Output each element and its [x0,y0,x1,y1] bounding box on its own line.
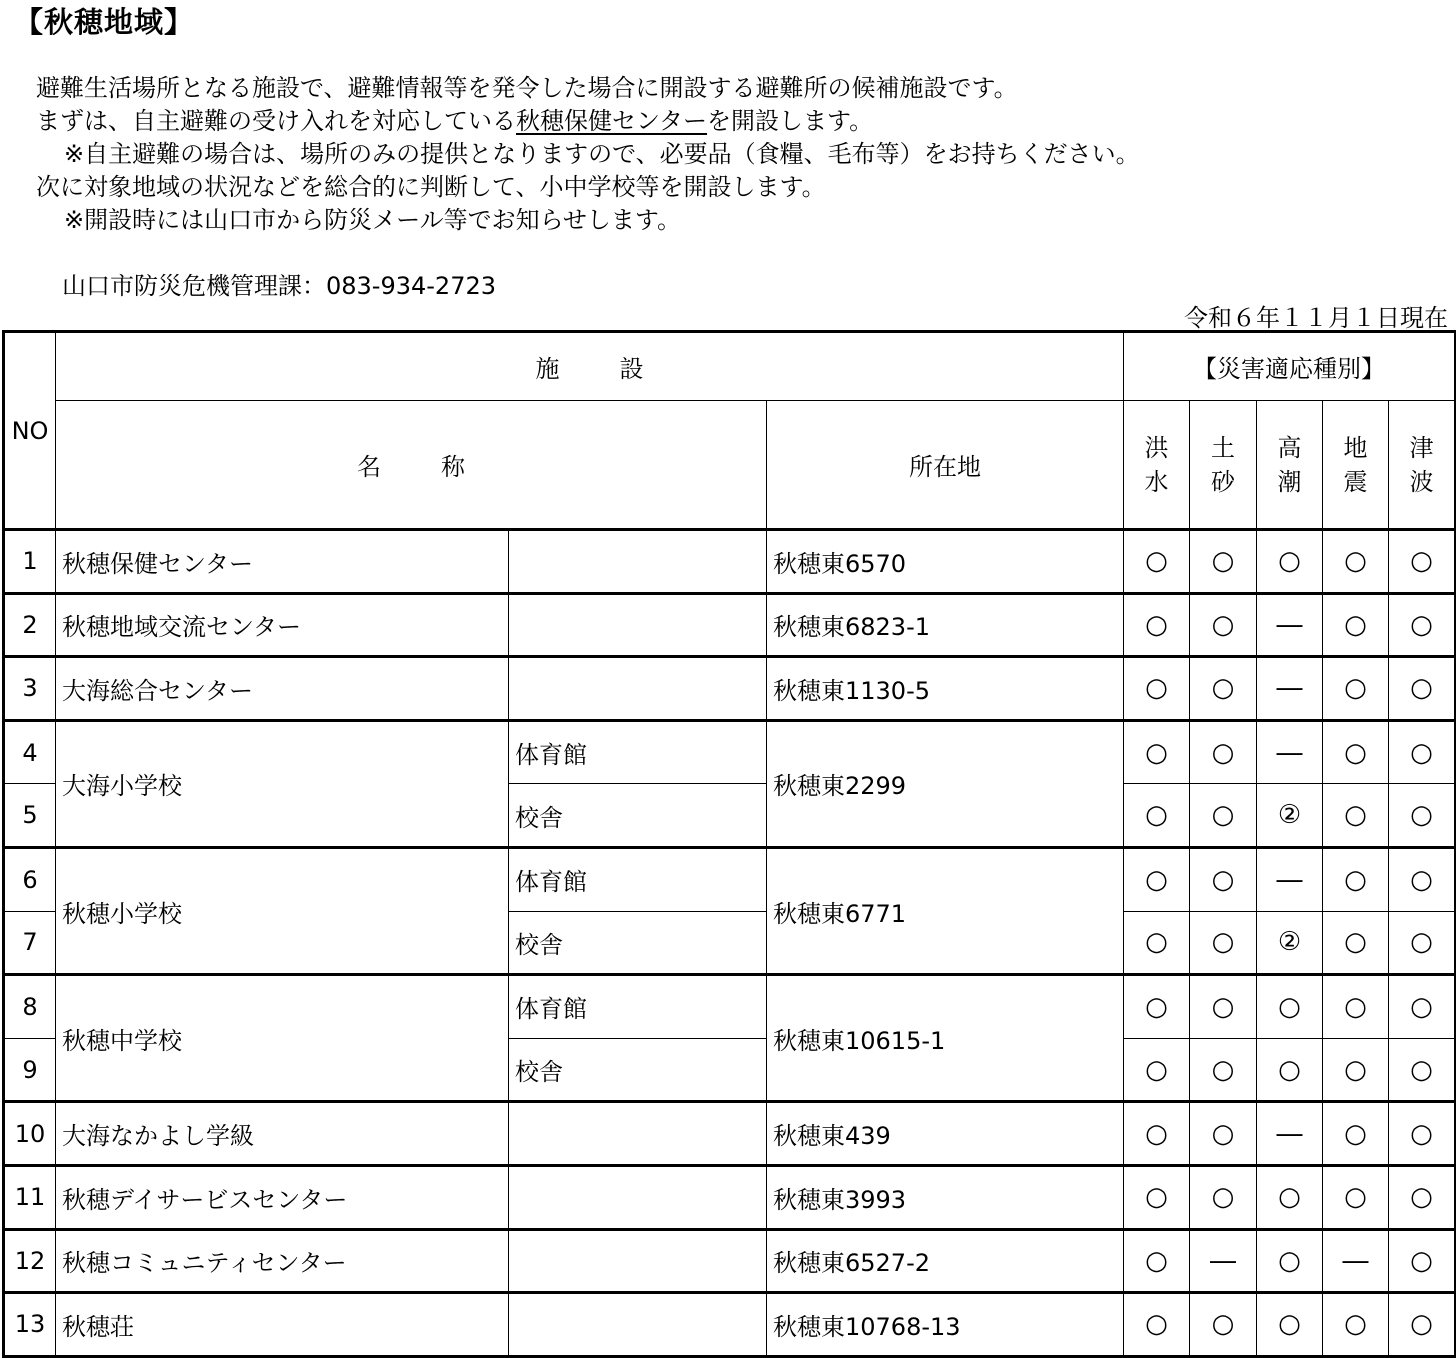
mark-earthquake: ○ [1323,1293,1389,1357]
header-name: 名称 [56,401,767,530]
row-name: 大海小学校 [56,720,509,847]
row-sub: 体育館 [509,975,767,1039]
row-sub [509,657,767,721]
intro-line-2-pre: まずは、自主避難の受け入れを対応している [36,107,516,135]
mark-storm-surge: ― [1257,657,1323,721]
mark-storm-surge: ― [1257,1102,1323,1166]
header-disaster: 【災害適応種別】 [1124,332,1456,401]
row-no: 11 [4,1165,56,1229]
mark-earthquake: ○ [1323,1165,1389,1229]
row-sub: 校舎 [509,1038,767,1102]
row-name: 秋穂小学校 [56,847,509,974]
mark-landslide: ○ [1190,975,1257,1039]
row-address: 秋穂東439 [767,1102,1124,1166]
mark-earthquake: ○ [1323,593,1389,657]
intro-line-3: ※自主避難の場合は、場所のみの提供となりますので、必要品（食糧、毛布等）をお持ちください。 [64,140,1140,168]
row-address: 秋穂東10615-1 [767,975,1124,1102]
row-sub: 校舎 [509,784,767,848]
mark-landslide: ○ [1190,720,1257,784]
row-sub: 体育館 [509,720,767,784]
row-no: 1 [4,530,56,594]
mark-tsunami: ○ [1389,657,1456,721]
mark-flood: ○ [1124,1165,1190,1229]
mark-earthquake: ○ [1323,975,1389,1039]
row-name: 秋穂デイサービスセンター [56,1165,509,1229]
mark-flood: ○ [1124,720,1190,784]
row-address: 秋穂東3993 [767,1165,1124,1229]
mark-storm-surge: ○ [1257,1293,1323,1357]
header-storm-surge: 高 潮 [1257,401,1323,530]
mark-landslide: ○ [1190,847,1257,911]
row-address: 秋穂東2299 [767,720,1124,847]
row-sub [509,530,767,594]
row-name: 秋穂地域交流センター [56,593,509,657]
row-sub [509,1293,767,1357]
mark-tsunami: ○ [1389,530,1456,594]
mark-tsunami: ○ [1389,975,1456,1039]
mark-storm-surge: ○ [1257,1165,1323,1229]
mark-tsunami: ○ [1389,847,1456,911]
row-no: 5 [4,784,56,848]
row-sub [509,1165,767,1229]
mark-flood: ○ [1124,1038,1190,1102]
page-title: 【秋穂地域】 [14,5,195,39]
mark-flood: ○ [1124,847,1190,911]
mark-earthquake: ○ [1323,911,1389,975]
mark-earthquake: ○ [1323,720,1389,784]
mark-storm-surge: ○ [1257,1229,1323,1293]
row-name: 大海総合センター [56,657,509,721]
mark-flood: ○ [1124,975,1190,1039]
mark-tsunami: ○ [1389,1102,1456,1166]
row-address: 秋穂東1130-5 [767,657,1124,721]
row-no: 2 [4,593,56,657]
row-no: 12 [4,1229,56,1293]
mark-earthquake: ○ [1323,847,1389,911]
row-sub: 校舎 [509,911,767,975]
row-sub [509,1229,767,1293]
mark-landslide: ○ [1190,1293,1257,1357]
row-no: 13 [4,1293,56,1357]
mark-flood: ○ [1124,530,1190,594]
mark-earthquake: ○ [1323,1102,1389,1166]
contact-info: 山口市防災危機管理課：083-934-2723 [62,272,497,300]
mark-flood: ○ [1124,1102,1190,1166]
mark-tsunami: ○ [1389,911,1456,975]
table-row [4,1229,1456,1293]
mark-landslide: ○ [1190,1038,1257,1102]
row-no: 9 [4,1038,56,1102]
row-address: 秋穂東6570 [767,530,1124,594]
mark-earthquake: ○ [1323,657,1389,721]
row-no: 10 [4,1102,56,1166]
mark-flood: ○ [1124,911,1190,975]
row-sub [509,1102,767,1166]
intro-text [36,72,1140,237]
row-sub [509,593,767,657]
mark-landslide: ― [1190,1229,1257,1293]
mark-flood: ○ [1124,657,1190,721]
mark-flood: ○ [1124,784,1190,848]
mark-earthquake: ― [1323,1229,1389,1293]
mark-landslide: ○ [1190,593,1257,657]
table-row [4,847,1456,911]
row-no: 3 [4,657,56,721]
mark-storm-surge: ― [1257,847,1323,911]
health-center-link: 秋穂保健センター [516,107,708,135]
header-facility: 施設 [56,332,1124,401]
mark-storm-surge: ○ [1257,530,1323,594]
mark-landslide: ○ [1190,530,1257,594]
intro-line-2-post: を開設します。 [707,107,874,135]
mark-storm-surge: ○ [1257,975,1323,1039]
mark-landslide: ○ [1190,911,1257,975]
mark-tsunami: ○ [1389,1165,1456,1229]
mark-landslide: ○ [1190,657,1257,721]
header-flood: 洪 水 [1124,401,1190,530]
table-row [4,1293,1456,1357]
mark-landslide: ○ [1190,1102,1257,1166]
mark-flood: ○ [1124,1293,1190,1357]
mark-tsunami: ○ [1389,1038,1456,1102]
table-row [4,1102,1456,1166]
mark-landslide: ○ [1190,1165,1257,1229]
row-name: 秋穂荘 [56,1293,509,1357]
intro-line-4: 次に対象地域の状況などを総合的に判断して、小中学校等を開設します。 [36,173,826,201]
mark-earthquake: ○ [1323,1038,1389,1102]
header-earthquake: 地 震 [1323,401,1389,530]
mark-storm-surge: ― [1257,720,1323,784]
mark-storm-surge: ○ [1257,1038,1323,1102]
table-row [4,530,1456,594]
row-address: 秋穂東6771 [767,847,1124,974]
mark-landslide: ○ [1190,784,1257,848]
mark-flood: ○ [1124,593,1190,657]
row-name: 秋穂中学校 [56,975,509,1102]
row-name: 大海なかよし学級 [56,1102,509,1166]
table-row [4,975,1456,1039]
row-no: 6 [4,847,56,911]
row-address: 秋穂東10768-13 [767,1293,1124,1357]
mark-storm-surge: ② [1257,911,1323,975]
row-address: 秋穂東6823-1 [767,593,1124,657]
table-row [4,657,1456,721]
intro-line-1: 避難生活場所となる施設で、避難情報等を発令した場合に開設する避難所の候補施設です。 [36,74,1018,102]
table-row [4,593,1456,657]
row-name: 秋穂保健センター [56,530,509,594]
header-no: NO [4,332,56,530]
row-no: 7 [4,911,56,975]
mark-flood: ○ [1124,1229,1190,1293]
intro-line-5: ※開設時には山口市から防災メール等でお知らせします。 [64,206,681,234]
row-address: 秋穂東6527-2 [767,1229,1124,1293]
header-landslide: 土 砂 [1190,401,1257,530]
mark-earthquake: ○ [1323,784,1389,848]
mark-tsunami: ○ [1389,1293,1456,1357]
mark-tsunami: ○ [1389,720,1456,784]
as-of-date: 令和６年１１月１日現在 [1184,304,1448,332]
mark-tsunami: ○ [1389,1229,1456,1293]
table-row [4,720,1456,784]
mark-storm-surge: ② [1257,784,1323,848]
mark-tsunami: ○ [1389,593,1456,657]
row-sub: 体育館 [509,847,767,911]
row-name: 秋穂コミュニティセンター [56,1229,509,1293]
table-row [4,1165,1456,1229]
mark-storm-surge: ― [1257,593,1323,657]
mark-earthquake: ○ [1323,530,1389,594]
header-tsunami: 津 波 [1389,401,1456,530]
mark-tsunami: ○ [1389,784,1456,848]
facility-table [2,330,1456,1358]
row-no: 8 [4,975,56,1039]
header-address: 所在地 [767,401,1124,530]
row-no: 4 [4,720,56,784]
intro-line-2 [36,105,1140,138]
